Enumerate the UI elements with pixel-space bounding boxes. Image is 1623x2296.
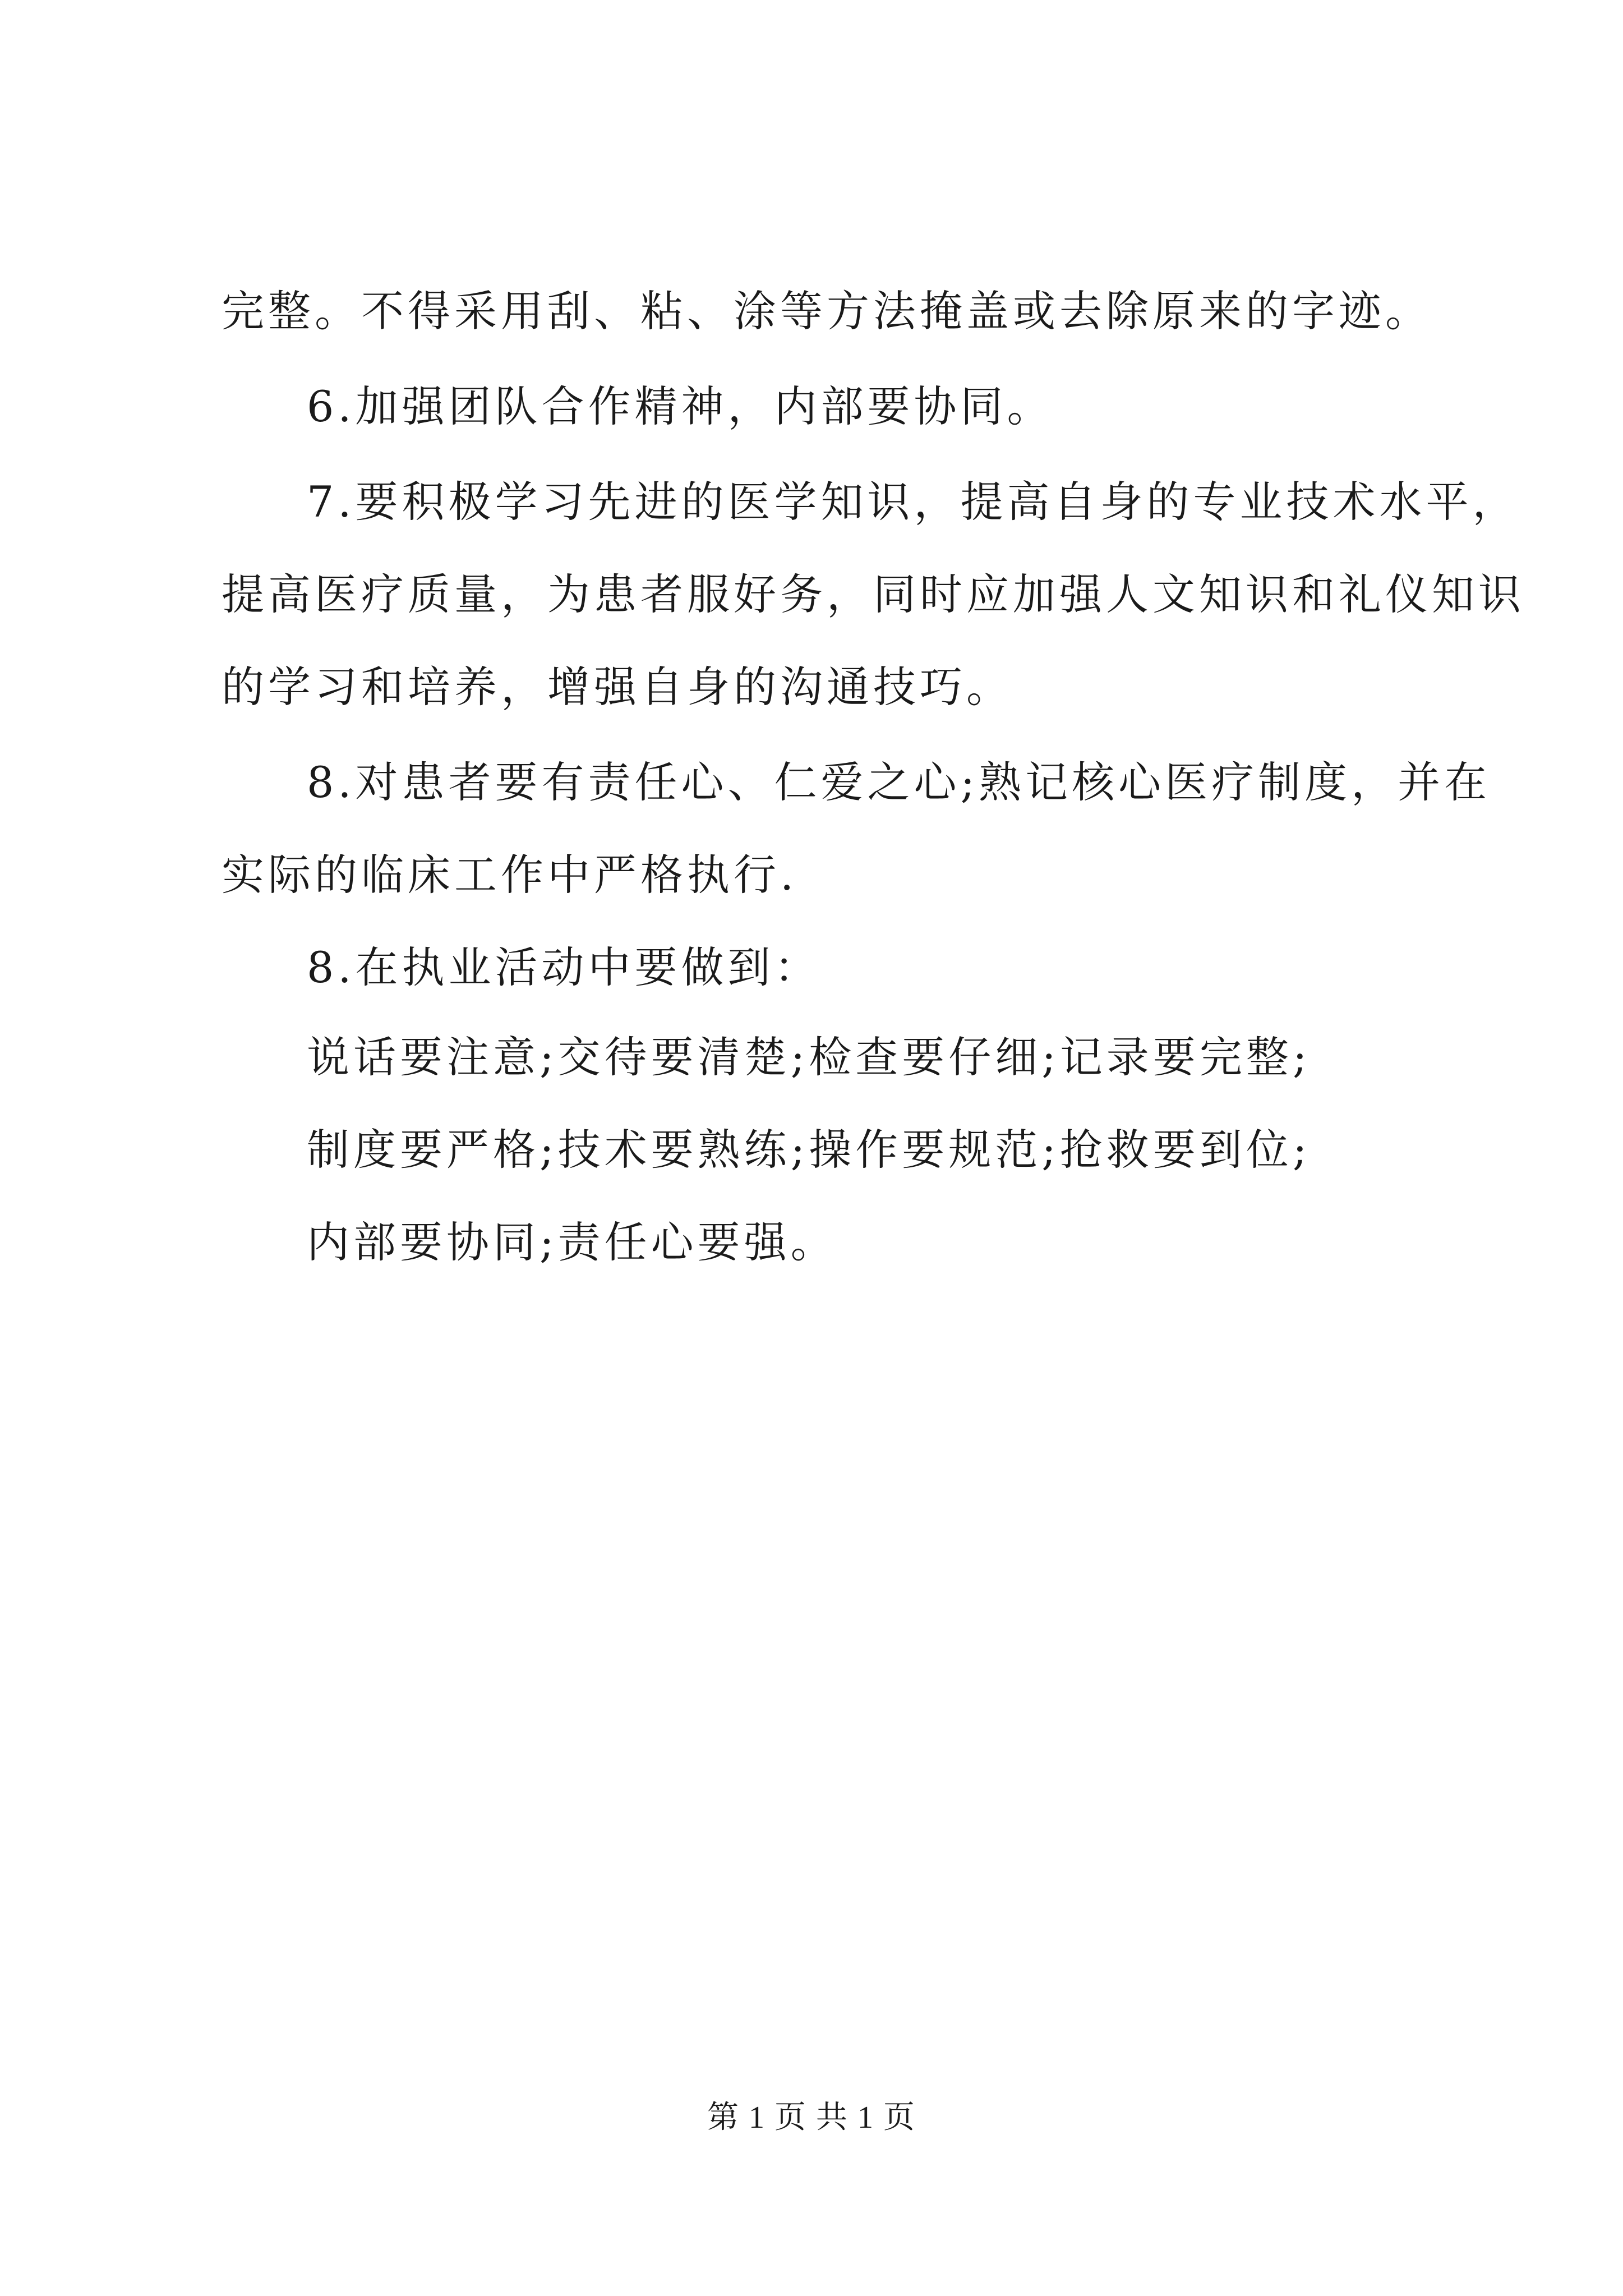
text-line: 实际的临床工作中严格执行. <box>222 850 798 900</box>
text-line: 8.在执业活动中要做到： <box>307 942 821 992</box>
text-line: 提高医疗质量，为患者服好务，同时应加强人文知识和礼仪知识 <box>222 569 1525 619</box>
text-line: 的学习和培养，增强自身的沟通技巧。 <box>222 662 1013 712</box>
text-line: 内部要协同;责任心要强。 <box>307 1217 837 1267</box>
text-line: 说话要注意;交待要清楚;检查要仔细;记录要完整; <box>307 1032 1311 1082</box>
text-line: 制度要严格;技术要熟练;操作要规范;抢救要到位; <box>307 1125 1311 1175</box>
text-line: 8.对患者要有责任心、仁爱之心;熟记核心医疗制度，并在 <box>307 757 1491 807</box>
text-line: 6.加强团队合作精神，内部要协同。 <box>307 381 1054 431</box>
text-line: 7.要积极学习先进的医学知识，提高自身的专业技术水平， <box>307 477 1519 527</box>
text-line: 完整。不得采用刮、粘、涂等方法掩盖或去除原来的字迹。 <box>222 286 1432 336</box>
page-footer: 第 1 页 共 1 页 <box>707 2100 916 2135</box>
